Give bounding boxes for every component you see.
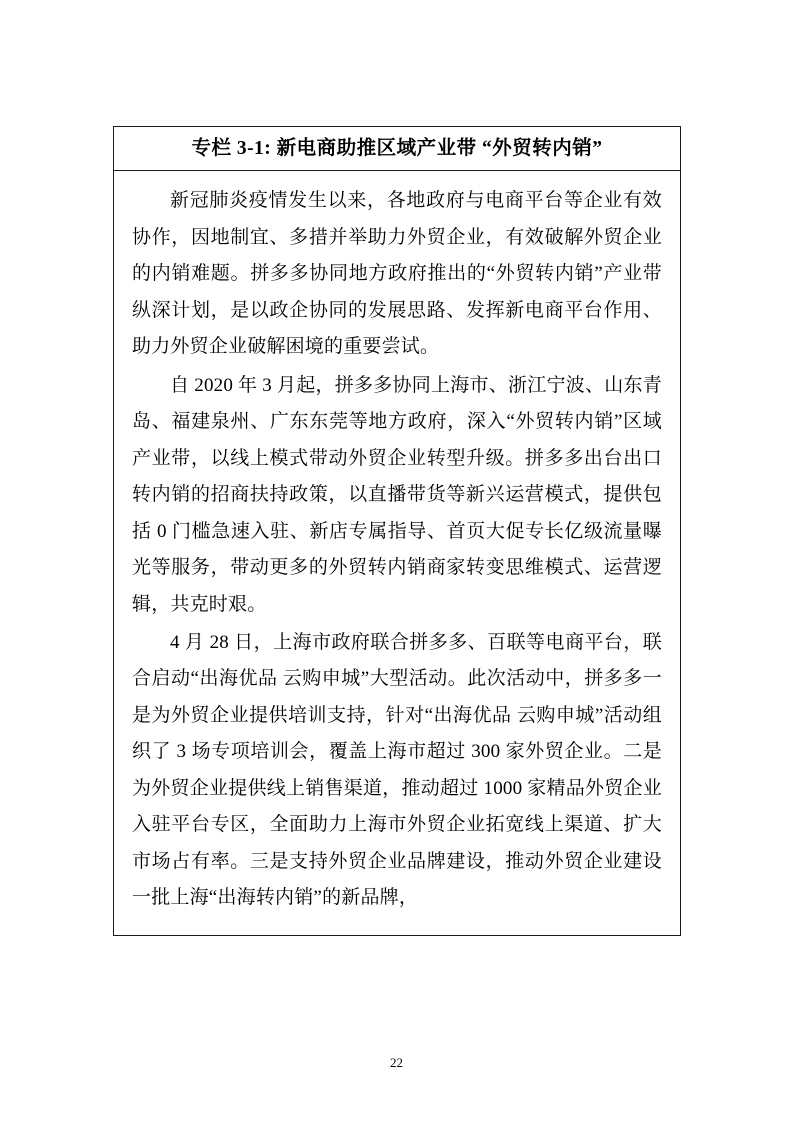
callout-paragraph-3: 4 月 28 日，上海市政府联合拼多多、百联等电商平台，联合启动“出海优品 云购申城”大型活动。此次活动中，拼多多一是为外贸企业提供培训支持，针对“出海优品 云购申城”活动组织了 3 场专项培训会，覆盖上海市超过 300 家外贸企业。二是为外贸企业提供线上销售渠道，推动超过 1000 家精品外贸企业入驻平台专区，全面助力上海市外贸企业拓宽线上渠道、扩大市场占有率。三是支持外贸企业品牌建设，推动外贸企业建设一批上海“出海转内销”的新品牌，: [132, 631, 662, 909]
page-number: 22: [390, 1055, 403, 1070]
callout-paragraph-2: 自 2020 年 3 月起，拼多多协同上海市、浙江宁波、山东青岛、福建泉州、广东东莞等地方政府，深入“外贸转内销”区域产业带，以线上模式带动外贸企业转型升级。拼多多出台出口转内销的招商扶持政策，以直播带货等新兴运营模式，提供包括 0 门槛急速入驻、新店专属指导、首页大促专长亿级流量曝光等服务，带动更多的外贸转内销商家转变思维模式、运营逻辑，共克时艰。: [132, 374, 662, 615]
callout-box-body: [114, 171, 680, 934]
callout-paragraph-1: 新冠肺炎疫情发生以来，各地政府与电商平台等企业有效协作，因地制宜、多措并举助力外贸企业，有效破解外贸企业的内销难题。拼多多协同地方政府推出的“外贸转内销”产业带纵深计划，是以政企协同的发展思路、发挥新电商平台作用、助力外贸企业破解困境的重要尝试。: [132, 190, 662, 358]
callout-box: [113, 126, 681, 936]
callout-box-title: 专栏 3-1: 新电商助推区域产业带 “外贸转内销”: [114, 127, 680, 171]
